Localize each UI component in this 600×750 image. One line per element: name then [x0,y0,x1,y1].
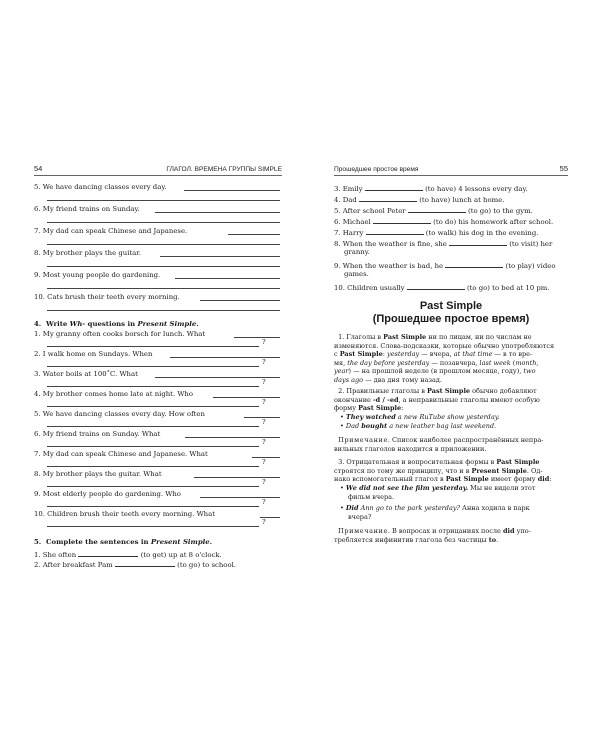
answer-line[interactable] [213,397,280,398]
list-item: 8. My brother plays the guitar. What [34,470,162,478]
list-item: 5. We have dancing classes every day. How often [34,410,205,418]
left-page-number: 54 [34,164,43,173]
list-item: 9. Most young people do gardening. [34,271,161,279]
list-item: 9. Most elderly people do gardening. Who [34,490,181,498]
question-mark: ? [262,498,266,506]
answer-line[interactable] [47,346,259,347]
answer-line[interactable] [184,190,280,191]
answer-line[interactable] [47,200,280,201]
answer-line[interactable] [194,477,280,478]
answer-line[interactable] [47,426,259,427]
question-mark: ? [262,438,266,446]
answer-line[interactable] [252,457,280,458]
answer-line[interactable] [200,300,280,301]
list-item-continuation: granny. [344,248,370,256]
list-item: 4. Dad (to have) lunch at home. [334,196,505,204]
answer-blank[interactable] [366,227,424,235]
example-bullet-continuation: вчера? [348,513,372,521]
question-mark: ? [262,338,266,346]
left-header-title: ГЛАГОЛ. ВРЕМЕНА ГРУППЫ SIMPLE [166,166,282,173]
list-item: 1. My granny often cooks borsch for lunch. What [34,330,206,338]
list-item: 2. After breakfast Pam (to go) to school. [34,561,236,569]
section-title: Past Simple [419,300,483,312]
list-item: 3. Water boils at 100˚C. What [34,370,138,378]
example-bullet: • We did not see the film yesterday. Мы не видели этот [340,484,536,492]
rule-paragraph-3: 3. Отрицательная и вопросительная формы в Past Simple строятся по тому же принципу, что и в Present Simple. Од- нако вспомогательный глагол в Past Simple имеет форму did: [334,458,552,484]
answer-line[interactable] [160,256,280,257]
right-page-number: 55 [559,164,568,173]
task-5-heading: 5. Complete the sentences in Present Simple. [34,538,213,546]
list-item: 4. My brother comes home late at night. Who [34,390,194,398]
list-item: 9. When the weather is bad, he (to play) video [334,262,556,270]
question-mark: ? [262,398,266,406]
answer-blank[interactable] [373,216,431,224]
answer-blank[interactable] [78,549,138,557]
list-item-continuation: games. [344,270,369,278]
question-mark: ? [262,518,266,526]
question-mark: ? [262,478,266,486]
section-subtitle: (Прошедшее простое время) [372,313,530,325]
answer-line[interactable] [47,486,259,487]
answer-line[interactable] [47,222,280,223]
answer-line[interactable] [175,278,280,279]
answer-blank[interactable] [449,238,507,246]
list-item: 1. She often (to get) up at 8 o'clock. [34,551,222,559]
answer-line[interactable] [47,466,259,467]
answer-blank[interactable] [408,205,466,213]
list-item: 6. My friend trains on Sunday. What [34,430,161,438]
rule-paragraph-1: 1. Глаголы в Past Simple ни по лицам, ни по числам не изменяются. Слова-подсказки, которые обычно употребляются с Past Simple: yesterday — вчера, at that time — в то вре- мя, the day before yesterday — позавчера, last week (month, year) — на прошлой неделе (в прошлом месяце, году), two days ago — два дня тому назад. [334,333,555,384]
right-running-header [334,164,568,176]
answer-line[interactable] [234,337,280,338]
list-item: 3. Emily (to have) 4 lessons every day. [334,185,528,193]
list-item: 5. After school Peter (to go) to the gym. [334,207,533,215]
list-item: 5. We have dancing classes every day. [34,183,167,191]
question-mark: ? [262,418,266,426]
answer-blank[interactable] [365,183,423,191]
example-bullet: • They watched a new RuTube show yesterday. [340,413,500,421]
answer-blank[interactable] [407,282,465,290]
list-item: 10. Children usually (to go) to bed at 10 pm. [334,284,550,292]
example-bullet-continuation: фильм вчера. [348,493,395,501]
answer-line[interactable] [47,244,280,245]
question-mark: ? [262,458,266,466]
list-item: 7. Harry (to walk) his dog in the evening. [334,229,539,237]
answer-line[interactable] [155,212,280,213]
answer-line[interactable] [47,288,280,289]
list-item: 7. My dad can speak Chinese and Japanese. What [34,450,208,458]
answer-blank[interactable] [115,559,175,567]
list-item: 10. Cats brush their teeth every morning. [34,293,180,301]
list-item: 2. I walk home on Sundays. When [34,350,153,358]
answer-line[interactable] [47,386,259,387]
answer-line[interactable] [47,366,259,367]
rule-paragraph-2: 2. Правильные глаголы в Past Simple обычно добавляют окончание -d / -ed, а неправильные глаголы имеют особую форму Past Simple: [334,387,540,413]
answer-line[interactable] [47,406,259,407]
list-item: 8. My brother plays the guitar. [34,249,142,257]
example-bullet: • Dad bought a new leather bag last weekend. [340,422,497,430]
list-item: 6. Michael (to do) his homework after school. [334,218,554,226]
question-mark: ? [262,378,266,386]
list-item: 10. Children brush their teeth every morning. What [34,510,215,518]
list-item: 8. When the weather is fine, she (to visit) her [334,240,553,248]
answer-line[interactable] [47,266,280,267]
answer-line[interactable] [47,446,259,447]
list-item: 6. My friend trains on Sunday. [34,205,140,213]
answer-line[interactable] [47,526,259,527]
task-4-heading: 4. Write Wh- questions in Present Simple. [34,320,199,328]
list-item: 7. My dad can speak Chinese and Japanese. [34,227,188,235]
right-header-title: Прошедшее простое время [334,166,419,173]
left-running-header [34,164,282,176]
answer-line[interactable] [200,497,280,498]
answer-line[interactable] [47,506,259,507]
question-mark: ? [262,358,266,366]
answer-line[interactable] [228,234,280,235]
answer-blank[interactable] [359,194,417,202]
example-bullet: • Did Ann go to the park yesterday? Анна ходила в парк [340,504,530,512]
answer-line[interactable] [47,310,280,311]
note-1: Примечание. Список наиболее распространённых непра- вильных глаголов находится в приложении. [334,436,544,453]
right-page [300,0,600,750]
answer-blank[interactable] [445,260,503,268]
note-2: Примечание. В вопросах и отрицаниях после did упо- требляется инфинитив глагола без частицы to. [334,527,531,544]
